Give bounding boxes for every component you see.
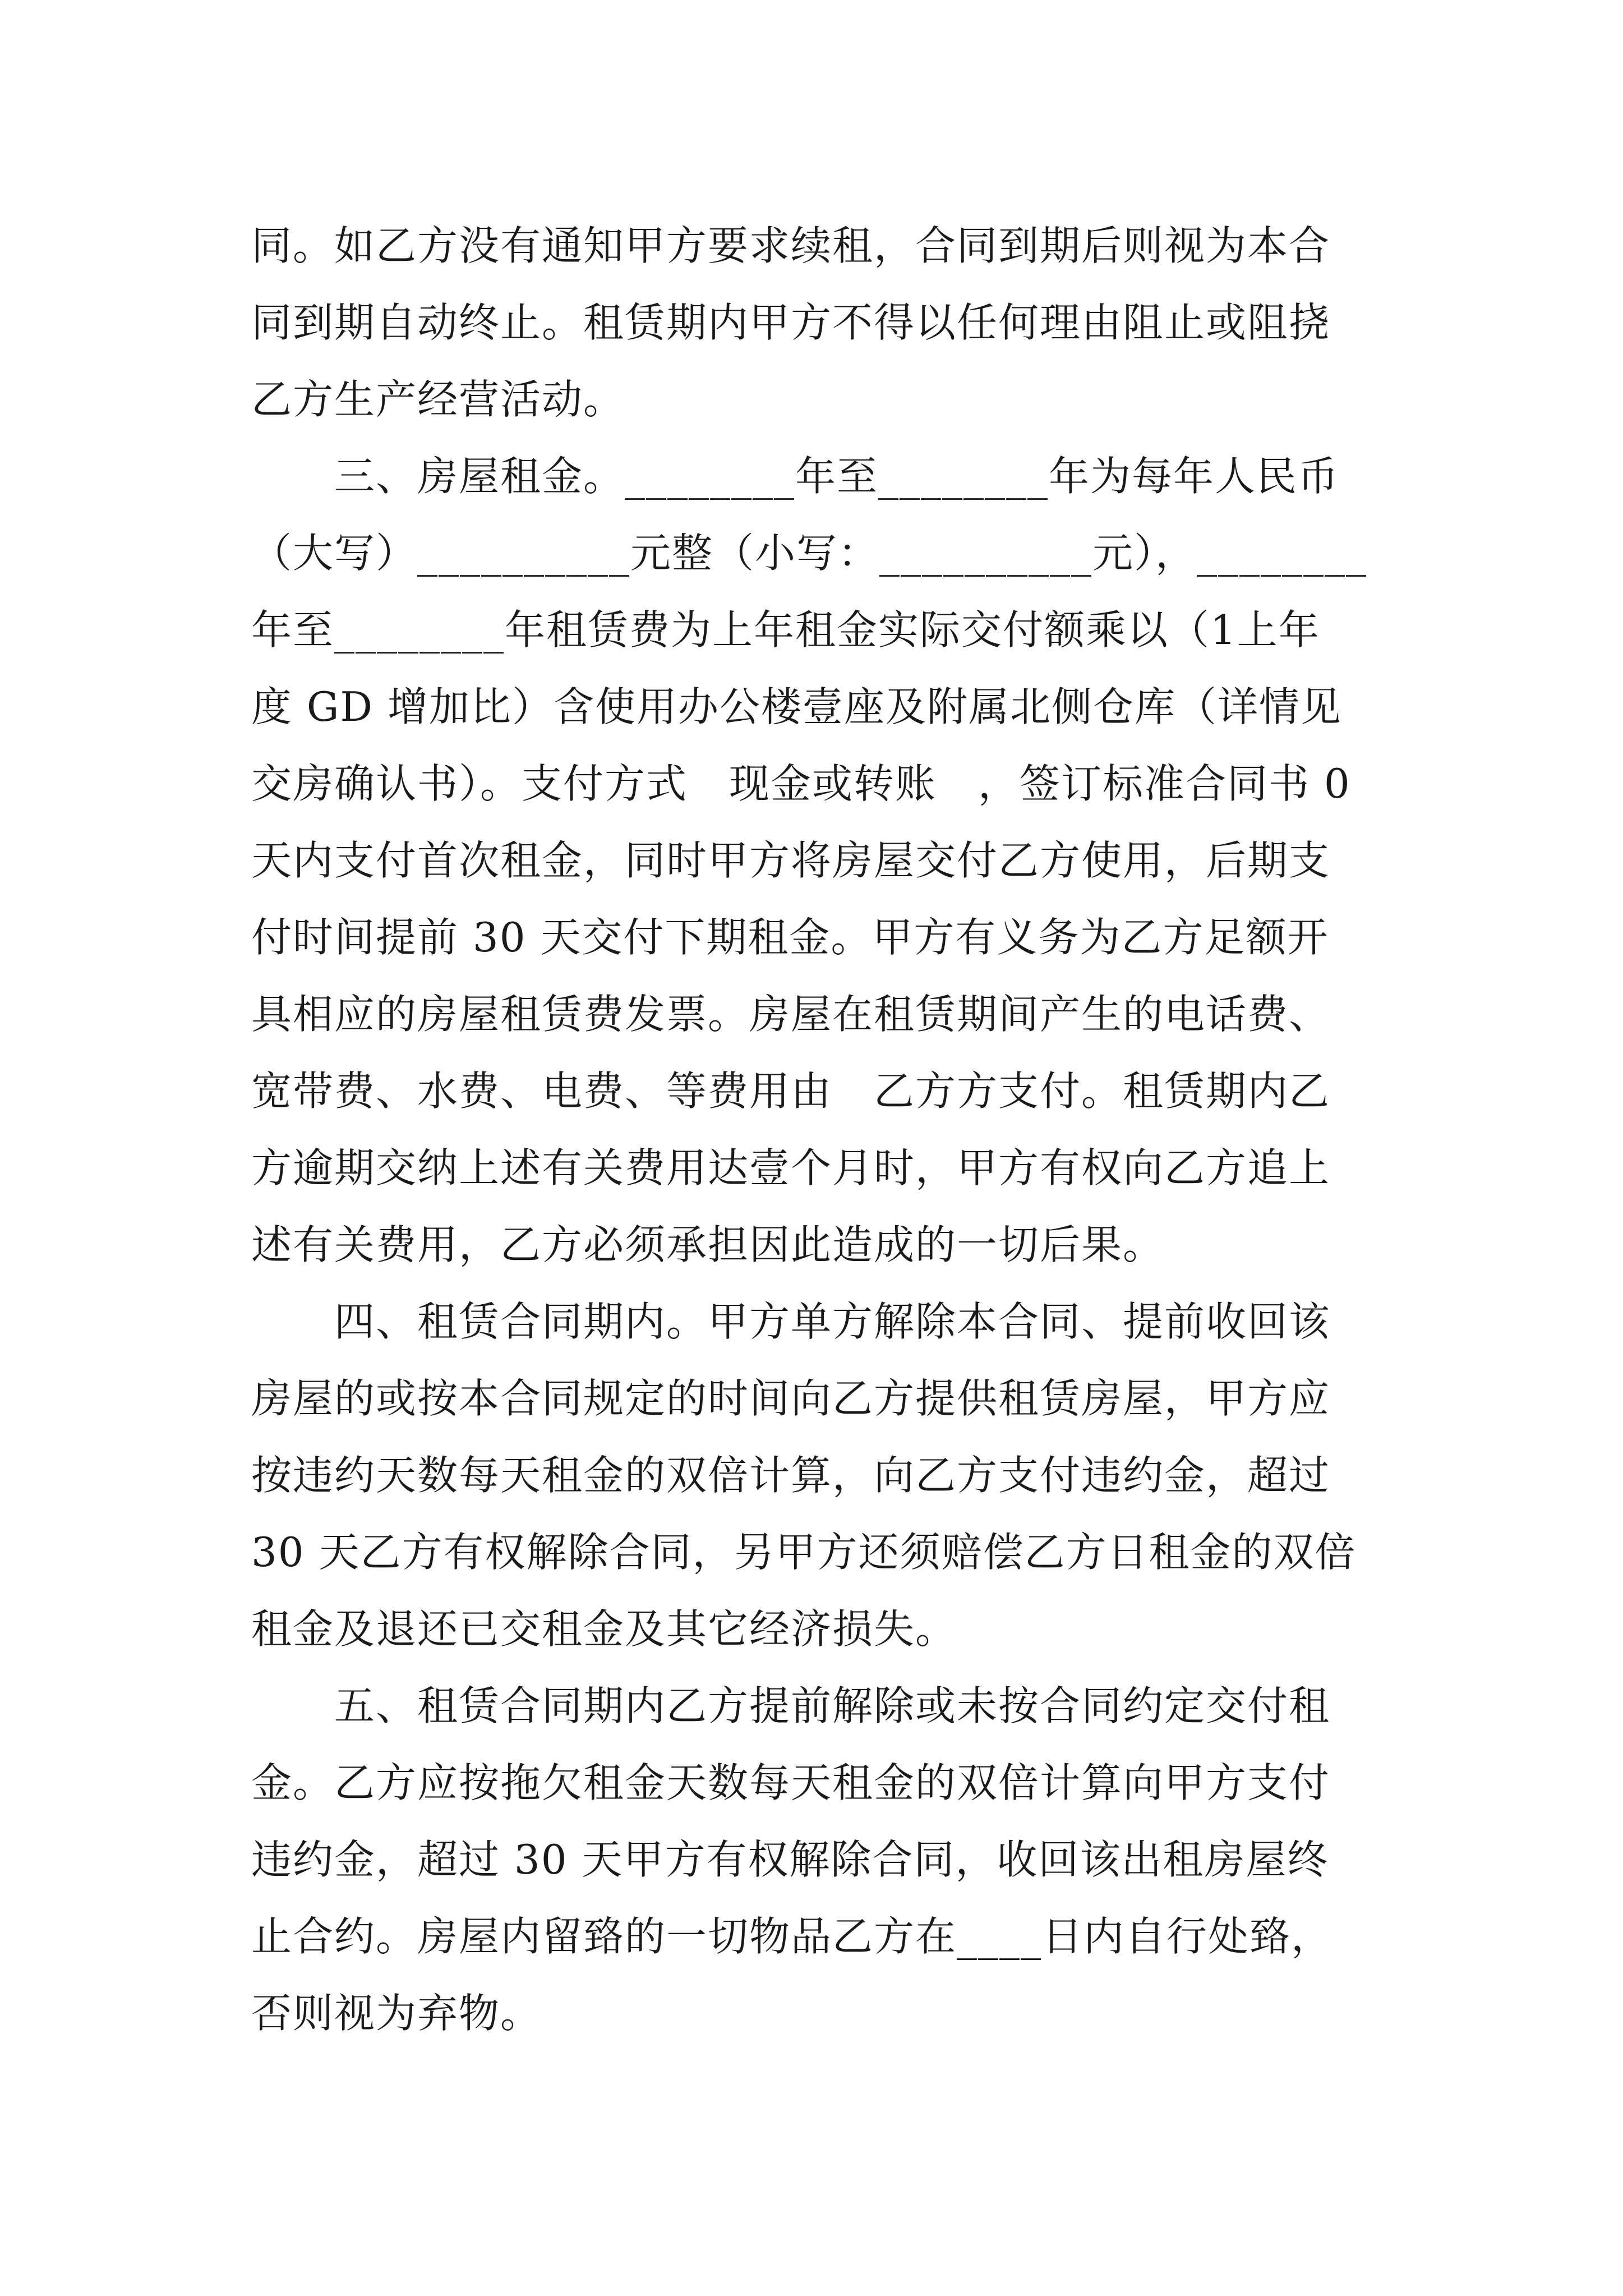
text-line: 30 天乙方有权解除合同，另甲方还须赔偿乙方日租金的双倍 [251, 1529, 1357, 1576]
text-line: （大写）__________元整（小写：__________元），________ [251, 530, 1368, 577]
text-line: 天内支付首次租金，同时甲方将房屋交付乙方使用，后期支 [251, 837, 1331, 884]
text-line: 按违约天数每天租金的双倍计算，向乙方支付违约金，超过 [251, 1452, 1331, 1499]
text-line: 房屋的或按本合同规定的时间向乙方提供租赁房屋，甲方应 [251, 1375, 1331, 1422]
text-line: 方逾期交纳上述有关费用达壹个月时，甲方有权向乙方追上 [251, 1144, 1331, 1191]
text-line: 度 GD 增加比）含使用办公楼壹座及附属北侧仓库（详情见 [251, 683, 1343, 730]
text-line: 交房确认书）。支付方式 现金或转账 ，签订标准合同书 0 [251, 760, 1351, 807]
section-five-heading-line: 五、租赁合同期内乙方提前解除或未按合同约定交付租 [251, 1682, 1331, 1729]
text-line: 金。乙方应按拖欠租金天数每天租金的双倍计算向甲方支付 [251, 1759, 1331, 1806]
text-line: 同到期自动终止。租赁期内甲方不得以任何理由阻止或阻挠 [251, 299, 1331, 346]
text-line: 租金及退还已交租金及其它经济损失。 [251, 1605, 957, 1653]
text-line: 止合约。房屋内留臵的一切物品乙方在____日内自行处臵， [251, 1913, 1333, 1960]
text-line: 否则视为弃物。 [251, 1990, 542, 2037]
text-line: 乙方生产经营活动。 [251, 376, 625, 423]
text-line: 述有关费用，乙方必须承担因此造成的一切后果。 [251, 1221, 1165, 1268]
section-four-heading-line: 四、租赁合同期内。甲方单方解除本合同、提前收回该 [251, 1298, 1331, 1345]
text-line: 宽带费、水费、电费、等费用由 乙方方支付。租赁期内乙 [251, 1068, 1331, 1115]
text-line: 违约金，超过 30 天甲方有权解除合同，收回该出租房屋终 [251, 1836, 1329, 1883]
text-line: 同。如乙方没有通知甲方要求续租，合同到期后则视为本合 [251, 222, 1331, 269]
text-line: 具相应的房屋租赁费发票。房屋在租赁期间产生的电话费、 [251, 991, 1331, 1038]
contract-body-text [251, 208, 1378, 2052]
text-line: 年至________年租赁费为上年租金实际交付额乘以（1上年 [251, 606, 1320, 654]
text-line: 付时间提前 30 天交付下期租金。甲方有义务为乙方足额开 [251, 914, 1329, 961]
section-three-heading-line: 三、房屋租金。________年至________年为每年人民币 [251, 453, 1340, 500]
